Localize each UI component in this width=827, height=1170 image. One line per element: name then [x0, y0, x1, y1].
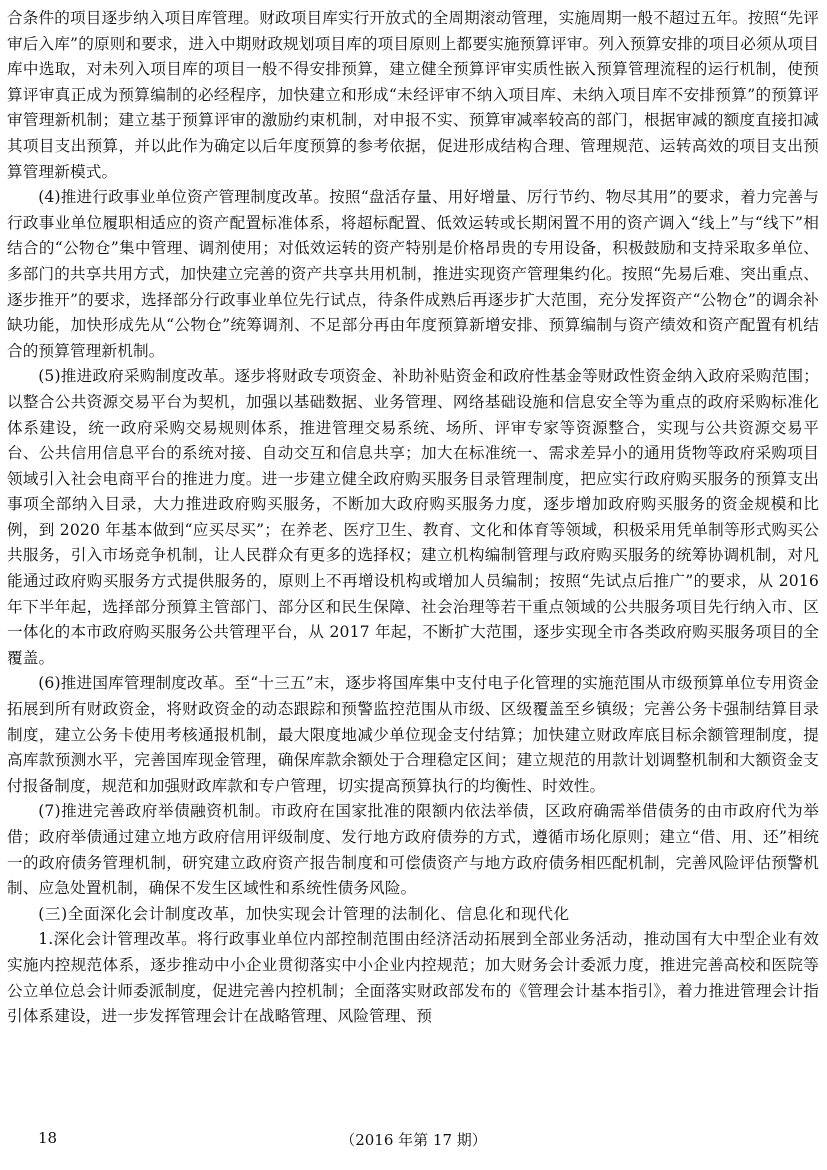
article-body [7, 6, 819, 1030]
page-footer [0, 1129, 827, 1153]
paragraph-asset-management: (4)推进行政事业单位资产管理制度改革。按照“盘活存量、用好增量、厉行节约、物尽其用”的要求，着力完善与行政事业单位履职相适应的资产配置标准体系，将超标配置、低效运转或长期闲置不用的资产调入“线上”与“线下”相结合的“公物仓”集中管理、调剂使用；对低效运转的资产特别是价格昂贵的专用设备，积极鼓励和支持采取多单位、多部门的共享共用方式，加快建立完善的资产共享共用机制，推进实现资产管理集约化。按照“先易后难、突出重点、逐步推开”的要求，选择部分行政事业单位先行试点，待条件成熟后再逐步扩大范围，充分发挥资产“公物仓”的调余补缺功能，加快形成先从“公物仓”统筹调剂、不足部分再由年度预算新增安排、预算编制与资产绩效和资产配置有机结合的预算管理新机制。 [7, 188, 819, 360]
paragraph-treasury-management: (6)推进国库管理制度改革。至“十三五”末，逐步将国库集中支付电子化管理的实施范围从市级预算单位专用资金拓展到所有财政资金，将财政资金的动态跟踪和预警监控范围从市级、区级覆盖至乡镇级；完善公务卡强制结算目录制度，建立公务卡使用考核通报机制，最大限度地减少单位现金支付结算；加快建立财政库底目标余额管理制度，提高库款预测水平，完善国库现金管理，确保库款余额处于合理稳定区间；建立规范的用款计划调整机制和大额资金支付报备制度，规范和加强财政库款和专户管理，切实提高预算执行的均衡性、时效性。 [7, 674, 819, 795]
page-number: 18 [38, 1129, 58, 1147]
paragraph-project-library: 合条件的项目逐步纳入项目库管理。财政项目库实行开放式的全周期滚动管理，实施周期一般不超过五年。按照“先评审后入库”的原则和要求，进入中期财政规划项目库的项目原则上都要实施预算评审。列入预算安排的项目必须从项目库中选取，对未列入项目库的项目一般不得安排预算，建立健全预算评审实质性嵌入预算管理流程的运行机制，使预算评审真正成为预算编制的必经程序，加快建立和形成“未经评审不纳入项目库、未纳入项目库不安排预算”的预算评审管理新机制；建立基于预算评审的激励约束机制，对申报不实、预算审减率较高的部门，根据审减的额度直接扣减其项目支出预算，并以此作为确定以后年度预算的参考依据，促进形成结构合理、管理规范、运转高效的项目支出预算管理新模式。 [7, 9, 819, 181]
paragraph-government-procurement: (5)推进政府采购制度改革。逐步将财政专项资金、补助补贴资金和政府性基金等财政性资金纳入政府采购范围；以整合公共资源交易平台为契机，加强以基础数据、业务管理、网络基础设施和信息安全等为重点的政府采购标准化体系建设，统一政府采购交易规则体系，推进管理交易系统、场所、评审专家等资源整合，实现与公共资源交易平台、公共信用信息平台的系统对接、自动交互和信息共享；加大在标准统一、需求差异小的通用货物等政府采购项目领域引入社会电商平台的推进力度。进一步建立健全政府购买服务目录管理制度，把应实行政府购买服务的预算支出事项全部纳入目录，大力推进政府购买服务，不断加大政府购买服务力度，逐步增加政府购买服务的资金规模和比例，到 2020 年基本做到“应买尽买”；在养老、医疗卫生、教育、文化和体育等领域，积极采用凭单制等形式购买公共服务，引入市场竞争机制，让人民群众有更多的选择权；建立机构编制管理与政府购买服务的统筹协调机制，对凡能通过政府购买服务方式提供服务的，原则上不再增设机构或增加人员编制；按照“先试点后推广”的要求，从 2016 年下半年起，选择部分预算主管部门、部分区和民生保障、社会治理等若干重点领域的公共服务项目先行纳入市、区一体化的本市政府购买服务公共管理平台，从 2017 年起，不断扩大范围，逐步实现全市各类政府购买服务项目的全覆盖。 [7, 367, 819, 667]
paragraph-debt-financing: (7)推进完善政府举债融资机制。市政府在国家批准的限额内依法举债，区政府确需举借债务的由市政府代为举借；政府举债通过建立地方政府信用评级制度、发行地方政府债券的方式，遵循市场化原则；建立“借、用、还”相统一的政府债务管理机制，研究建立政府资产报告制度和可偿债资产与地方政府债务相匹配机制，完善风险评估预警机制、应急处置机制，确保不发生区域性和系统性债务风险。 [7, 802, 819, 898]
section-heading-accounting-reform: (三)全面深化会计制度改革，加快实现会计管理的法制化、信息化和现代化 [38, 904, 570, 923]
issue-label: （2016 年第 17 期） [340, 1131, 487, 1149]
paragraph-accounting-management: 1.深化会计管理改革。将行政事业单位内部控制范围由经济活动拓展到全部业务活动，推动国有大中型企业有效实施内控规范体系，逐步推动中小企业贯彻落实中小企业内控规范；加大财务会计委派力度，推进完善高校和医院等公立单位总会计师委派制度，促进完善内控机制；全面落实财政部发布的《管理会计基本指引》，着力推进管理会计指引体系建设，进一步发挥管理会计在战略管理、风险管理、预 [7, 930, 819, 1026]
